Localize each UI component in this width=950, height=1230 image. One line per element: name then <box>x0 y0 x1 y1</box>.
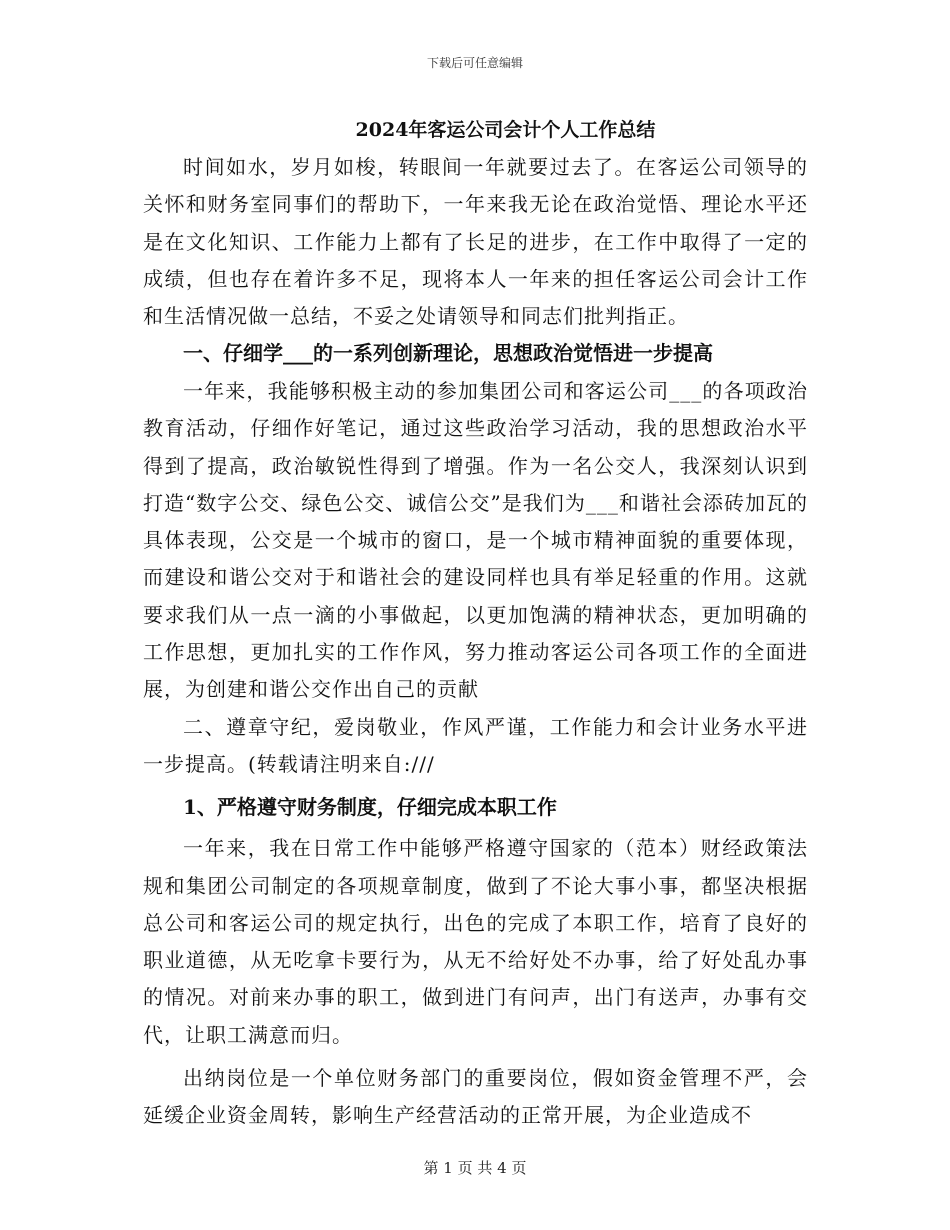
section-heading-1: 一、仔细学___的一系列创新理论，思想政治觉悟进一步提高 <box>183 341 713 366</box>
paragraph-political-study: 一年来，我能够积极主动的参加集团公司和客运公司___的各项政治教育活动，仔细作好笔记，通过这些政治学习活动，我的思想政治水平得到了提高，政治敏锐性得到了增强。作为一名公交人，我深刻认识到打造“数字公交、绿色公交、诚信公交”是我们为___和谐社会添砖加瓦的具体表现，公交是一个城市的窗口，是一个城市精神面貌的重要体现，而建设和谐公交对于和谐社会的建设同样也具有举足轻重的作用。这就要求我们从一点一滴的小事做起，以更加饱满的精神状态，更加明确的工作思想，更加扎实的工作作风，努力推动客运公司各项工作的全面进展，为创建和谐公交作出自己的贡献 <box>143 378 808 702</box>
paragraph-duty: 一年来，我在日常工作中能够严格遵守国家的（范本）财经政策法规和集团公司制定的各项规章制度，做到了不论大事小事，都坚决根据总公司和客运公司的规定执行，出色的完成了本职工作，培育了良好的职业道德，从无吃拿卡要行为，从无不给好处不办事，给了好处乱办事的情况。对前来办事的职工，做到进门有问声，出门有送声，办事有交代，让职工满意而归。 <box>143 836 808 1047</box>
document-body <box>143 111 808 1135</box>
page-number-footer: 第 1 页 共 4 页 <box>423 1159 527 1177</box>
paragraph-section-2: 二、遵章守纪，爱岗敬业，作风严谨，工作能力和会计业务水平进一步提高。(转载请注明来自:/// <box>143 714 808 776</box>
paragraph-intro: 时间如水，岁月如梭，转眼间一年就要过去了。在客运公司领导的关怀和财务室同事们的帮助下，一年来我无论在政治觉悟、理论水平还是在文化知识、工作能力上都有了长足的进步，在工作中取得了一定的成绩，但也存在着许多不足，现将本人一年来的担任客运公司会计工作和生活情况做一总结，不妥之处请领导和同志们批判指正。 <box>143 155 808 329</box>
subheading-1: 1、严格遵守财务制度，仔细完成本职工作 <box>183 795 557 820</box>
paragraph-cashier: 出纳岗位是一个单位财务部门的重要岗位，假如资金管理不严，会延缓企业资金周转，影响生产经营活动的正常开展，为企业造成不 <box>143 1066 808 1128</box>
document-title: 2024年客运公司会计个人工作总结 <box>355 119 656 141</box>
header-note: 下载后可任意编辑 <box>426 56 523 70</box>
